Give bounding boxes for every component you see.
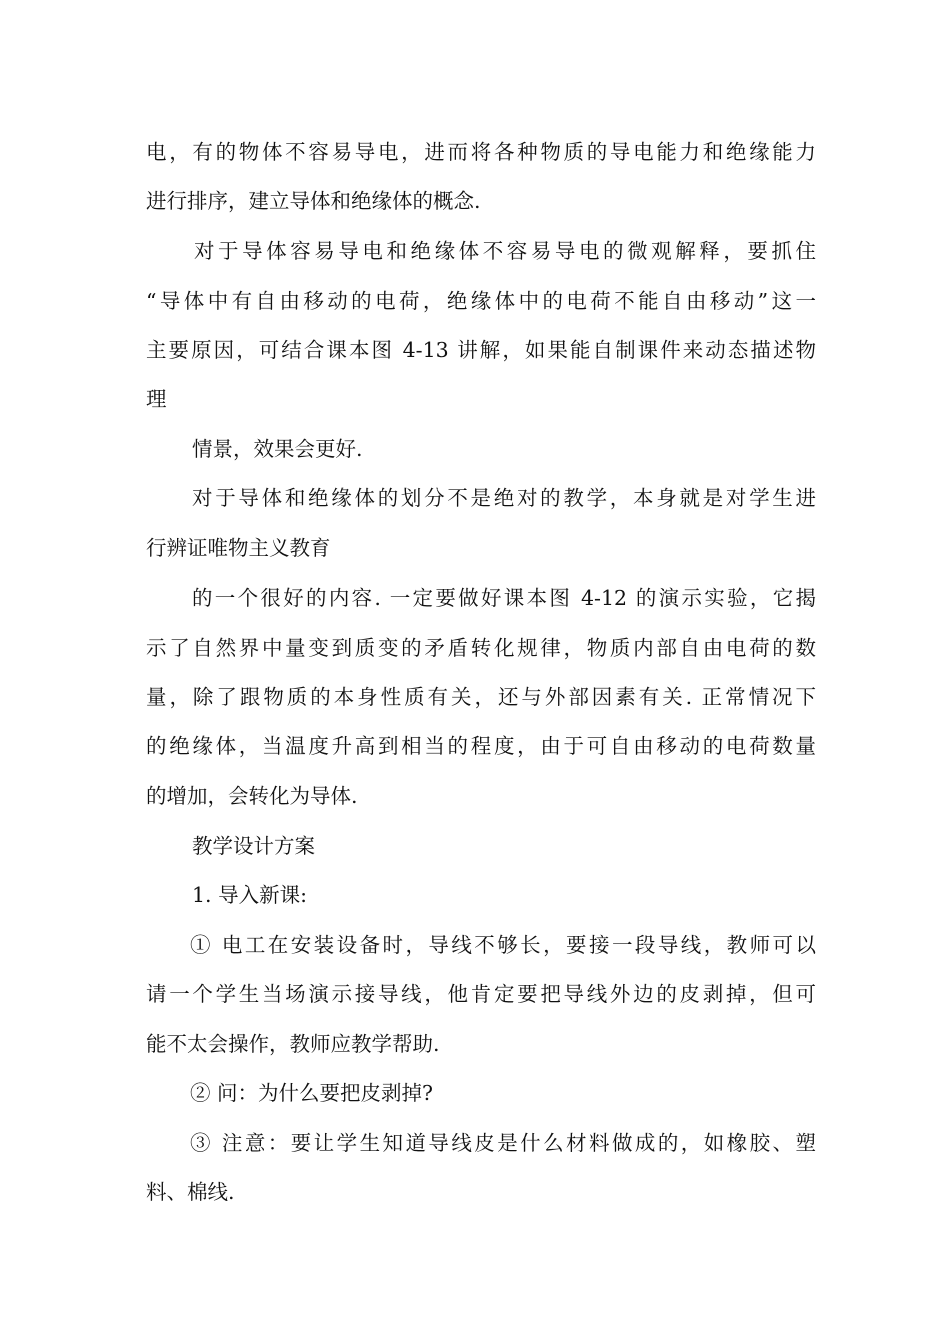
text-line: 主要原因，可结合课本图 4-13 讲解，如果能自制课件来动态描述物	[146, 338, 816, 362]
text-line: 行辨证唯物主义教育	[146, 536, 331, 560]
text-line: 情景，效果会更好.	[192, 437, 363, 461]
text-line: 进行排序，建立导体和绝缘体的概念.	[146, 189, 481, 213]
text-line: 料、棉线.	[146, 1180, 235, 1204]
text-line: ① 电工在安装设备时，导线不够长，要接一段导线，教师可以	[190, 933, 816, 957]
text-line: ③ 注意：要让学生知道导线皮是什么材料做成的，如橡胶、塑	[190, 1131, 816, 1155]
text-line: 量，除了跟物质的本身性质有关，还与外部因素有关. 正常情况下	[146, 685, 816, 709]
text-line: 对于导体和绝缘体的划分不是绝对的教学，本身就是对学生进	[192, 486, 816, 510]
text-line: 电，有的物体不容易导电，进而将各种物质的导电能力和绝缘能力	[146, 140, 816, 164]
text-line: 请一个学生当场演示接导线，他肯定要把导线外边的皮剥掉，但可	[146, 982, 816, 1006]
text-line: 能不太会操作，教师应教学帮助.	[146, 1032, 440, 1056]
text-line: ② 问：为什么要把皮剥掉?	[190, 1081, 434, 1105]
text-line: 理	[146, 387, 167, 411]
text-line: 示了自然界中量变到质变的矛盾转化规律，物质内部自由电荷的数	[146, 636, 816, 660]
text-line: 的增加，会转化为导体.	[146, 784, 358, 808]
text-line: 的绝缘体，当温度升高到相当的程度，由于可自由移动的电荷数量	[146, 734, 816, 758]
section-heading: 教学设计方案	[192, 834, 315, 858]
text-line: 的一个很好的内容. 一定要做好课本图 4-12 的演示实验，它揭	[192, 586, 816, 610]
list-heading: 1. 导入新课:	[192, 883, 307, 907]
text-line: 对于导体容易导电和绝缘体不容易导电的微观解释，要抓住	[194, 239, 816, 263]
text-line: “导体中有自由移动的电荷，绝缘体中的电荷不能自由移动”这一	[146, 289, 816, 313]
